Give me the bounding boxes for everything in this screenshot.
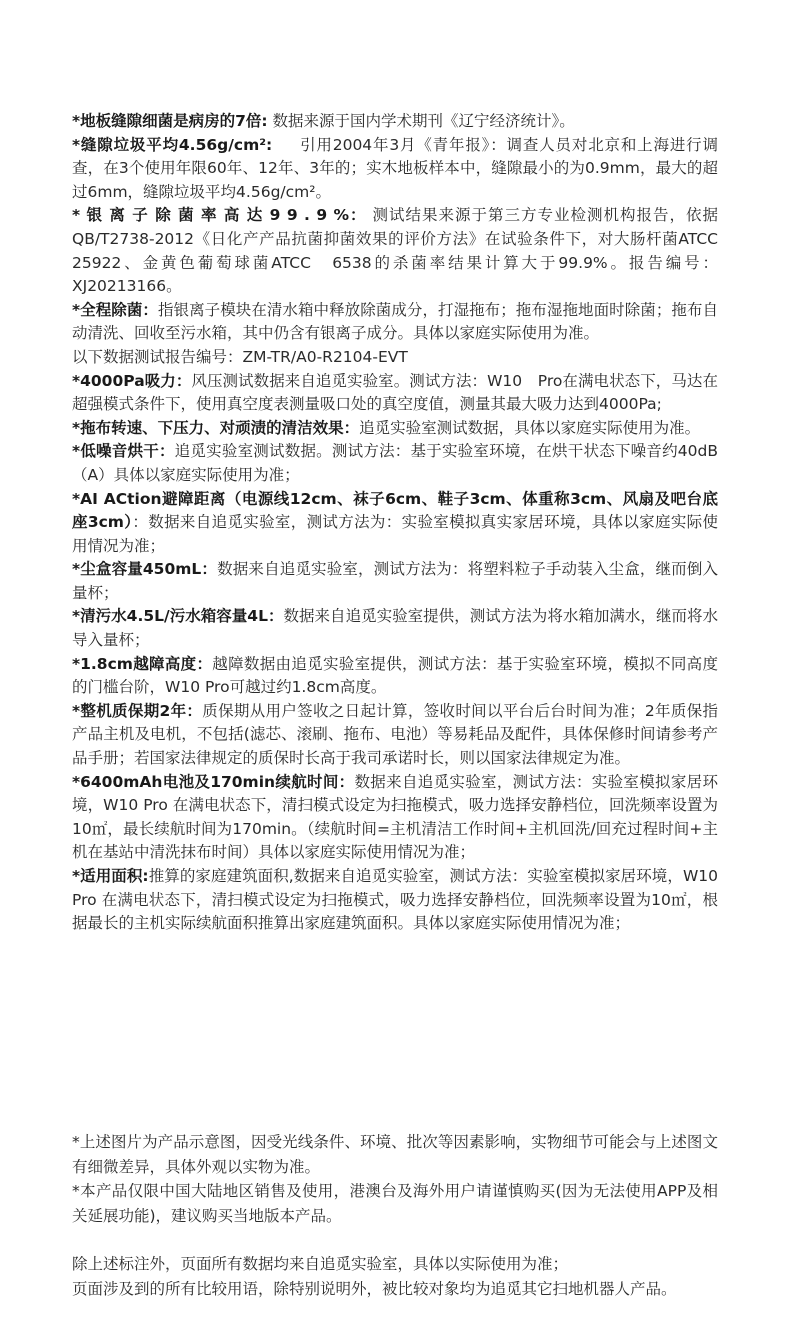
disclaimer-region: *本产品仅限中国大陆地区销售及使用，港澳台及海外用户请谨慎购买(因为无法使用APP及相关延展功能)，建议购买当地版本产品。 [72, 1182, 718, 1225]
note-heading: *4000Pa吸力： [72, 371, 192, 390]
note-text: 数据来自追觅实验室，测试方法：实验室模拟家居环境，W10 Pro 在满电状态下，清扫模式设定为扫拖模式，吸力选择安静档位，回洗频率设置为10㎡，最长续航时间为170min。（续航时间=主机清洁工作时间+主机回洗/回充过程时间+主机在基站中清洗抹布时间）具体以家庭实际使用情况为准； [72, 772, 719, 862]
note-item [72, 771, 718, 865]
disclaimer-image: *上述图片为产品示意图，因受光线条件、环境、批次等因素影响，实物细节可能会与上述图文有细微差异，具体外观以实物为准。 [72, 1133, 718, 1176]
disclaimer-comparison: 页面涉及到的所有比较用语，除特别说明外，被比较对象均为追觅其它扫地机器人产品。 [72, 1279, 677, 1298]
note-text: 数据来自追觅实验室提供，测试方法为将水箱加满水，继而将水导入量杯； [72, 607, 718, 650]
note-item [72, 299, 718, 346]
note-text: 以下数据测试报告编号：ZM-TR/A0-R2104-EVT [72, 347, 408, 366]
disclaimer-data-source: 除上述标注外，页面所有数据均来自追觅实验室，具体以实际使用为准； [72, 1255, 569, 1273]
note-heading: *整机质保期2年： [72, 701, 203, 720]
note-heading: *AI ACtion避障距离（电源线12cm、袜子6cm、鞋子3cm、体重称3cm、风扇及吧台底座3cm） [72, 489, 718, 532]
note-heading: *尘盒容量450mL： [72, 560, 218, 579]
notes-section [72, 110, 734, 936]
note-item [72, 370, 718, 417]
note-text: 追觅实验室测试数据，具体以家庭实际使用为准。 [359, 418, 701, 437]
note-text: 推算的家庭建筑面积,数据来自追觅实验室，测试方法：实验室模拟家居环境，W10 Pro 在满电状态下，清扫模式设定为扫拖模式，吸力选择安静档位，回洗频率设置为10㎡，根据最长的主机实际续航面积推算出家庭建筑面积。具体以家庭实际使用情况为准； [72, 867, 718, 933]
note-text: 引用2004年3月《青年报》：调查人员对北京和上海进行调查，在3个使用年限60年、12年、3年的；实木地板样本中，缝隙最小的为0.9mm，最大的超过6mm，缝隙垃圾平均4.56g/cm²。 [72, 135, 718, 201]
note-item [72, 558, 718, 605]
note-text: ：数据来自追觅实验室，测试方法为：实验室模拟真实家居环境，具体以家庭实际使用情况为准； [72, 513, 718, 555]
note-heading: *全程除菌： [72, 300, 158, 319]
note-item [72, 653, 718, 700]
spacer [72, 1228, 718, 1252]
note-item [72, 110, 718, 134]
note-item [72, 204, 734, 298]
note-item [72, 134, 718, 205]
note-heading: *缝隙垃圾平均4.56g/cm²: [72, 135, 273, 154]
footer-disclaimer [72, 1130, 718, 1301]
note-text: 追觅实验室测试数据。测试方法：基于实验室环境，在烘干状态下噪音约40dB（A）具体以家庭实际使用为准； [72, 442, 718, 484]
note-item [72, 700, 718, 771]
note-item [72, 865, 718, 936]
note-text: 指银离子模块在清水箱中释放除菌成分，打湿拖布；拖布湿拖地面时除菌；拖布自动清洗、回收至污水箱，其中仍含有银离子成分。具体以家庭实际使用为准。 [72, 300, 718, 343]
note-text: 风压测试数据来自追觅实验室。测试方法：W10 Pro在满电状态下，马达在超强模式条件下，使用真空度表测量吸口处的真空度值，测量其最大吸力达到4000Pa; [72, 371, 718, 414]
note-item [72, 346, 718, 370]
note-text: 数据来自追觅实验室，测试方法为：将塑料粒子手动装入尘盒，继而倒入量杯； [72, 560, 718, 602]
note-text: 质保期从用户签收之日起计算，签收时间以平台后台时间为准；2年质保指产品主机及电机，不包括(滤芯、滚刷、拖布、电池）等易耗品及配件，具体保修时间请参考产品手册；若国家法律规定的质保时长高于我司承诺时长，则以国家法律规定为准。 [72, 701, 718, 768]
note-text: 测试结果来源于第三方专业检测机构报告，依据QB/T2738-2012《日化产产品抗菌抑菌效果的评价方法》在试验条件下，对大肠杆菌ATCC 25922、金黄色葡萄球菌ATCC 6538的杀菌率结果计算大于99.9%。报告编号：XJ20213166。 [72, 206, 734, 296]
note-text: 越障数据由追觅实验室提供，测试方法：基于实验室环境，模拟不同高度的门槛台阶，W10 Pro可越过约1.8cm高度。 [72, 654, 718, 697]
note-text: 数据来源于国内学术期刊《辽宁经济统计》。 [267, 112, 575, 130]
note-heading: *适用面积: [72, 867, 149, 885]
note-heading: *拖布转速、下压力、对顽渍的清洁效果： [72, 418, 360, 437]
note-item [72, 488, 718, 559]
note-item [72, 440, 718, 487]
note-heading: *低噪音烘干： [72, 442, 175, 461]
note-heading: *1.8cm越障高度： [72, 654, 213, 673]
note-item [72, 605, 718, 652]
note-heading: *清污水4.5L/污水箱容量4L： [72, 607, 284, 626]
note-heading: * 银 离 子 除 菌 率 高 达 9 9 . 9 %： [72, 206, 367, 225]
note-item [72, 417, 718, 441]
note-heading: *6400mAh电池及170min续航时间： [72, 772, 355, 791]
note-heading: *地板缝隙细菌是病房的7倍: [72, 112, 268, 130]
